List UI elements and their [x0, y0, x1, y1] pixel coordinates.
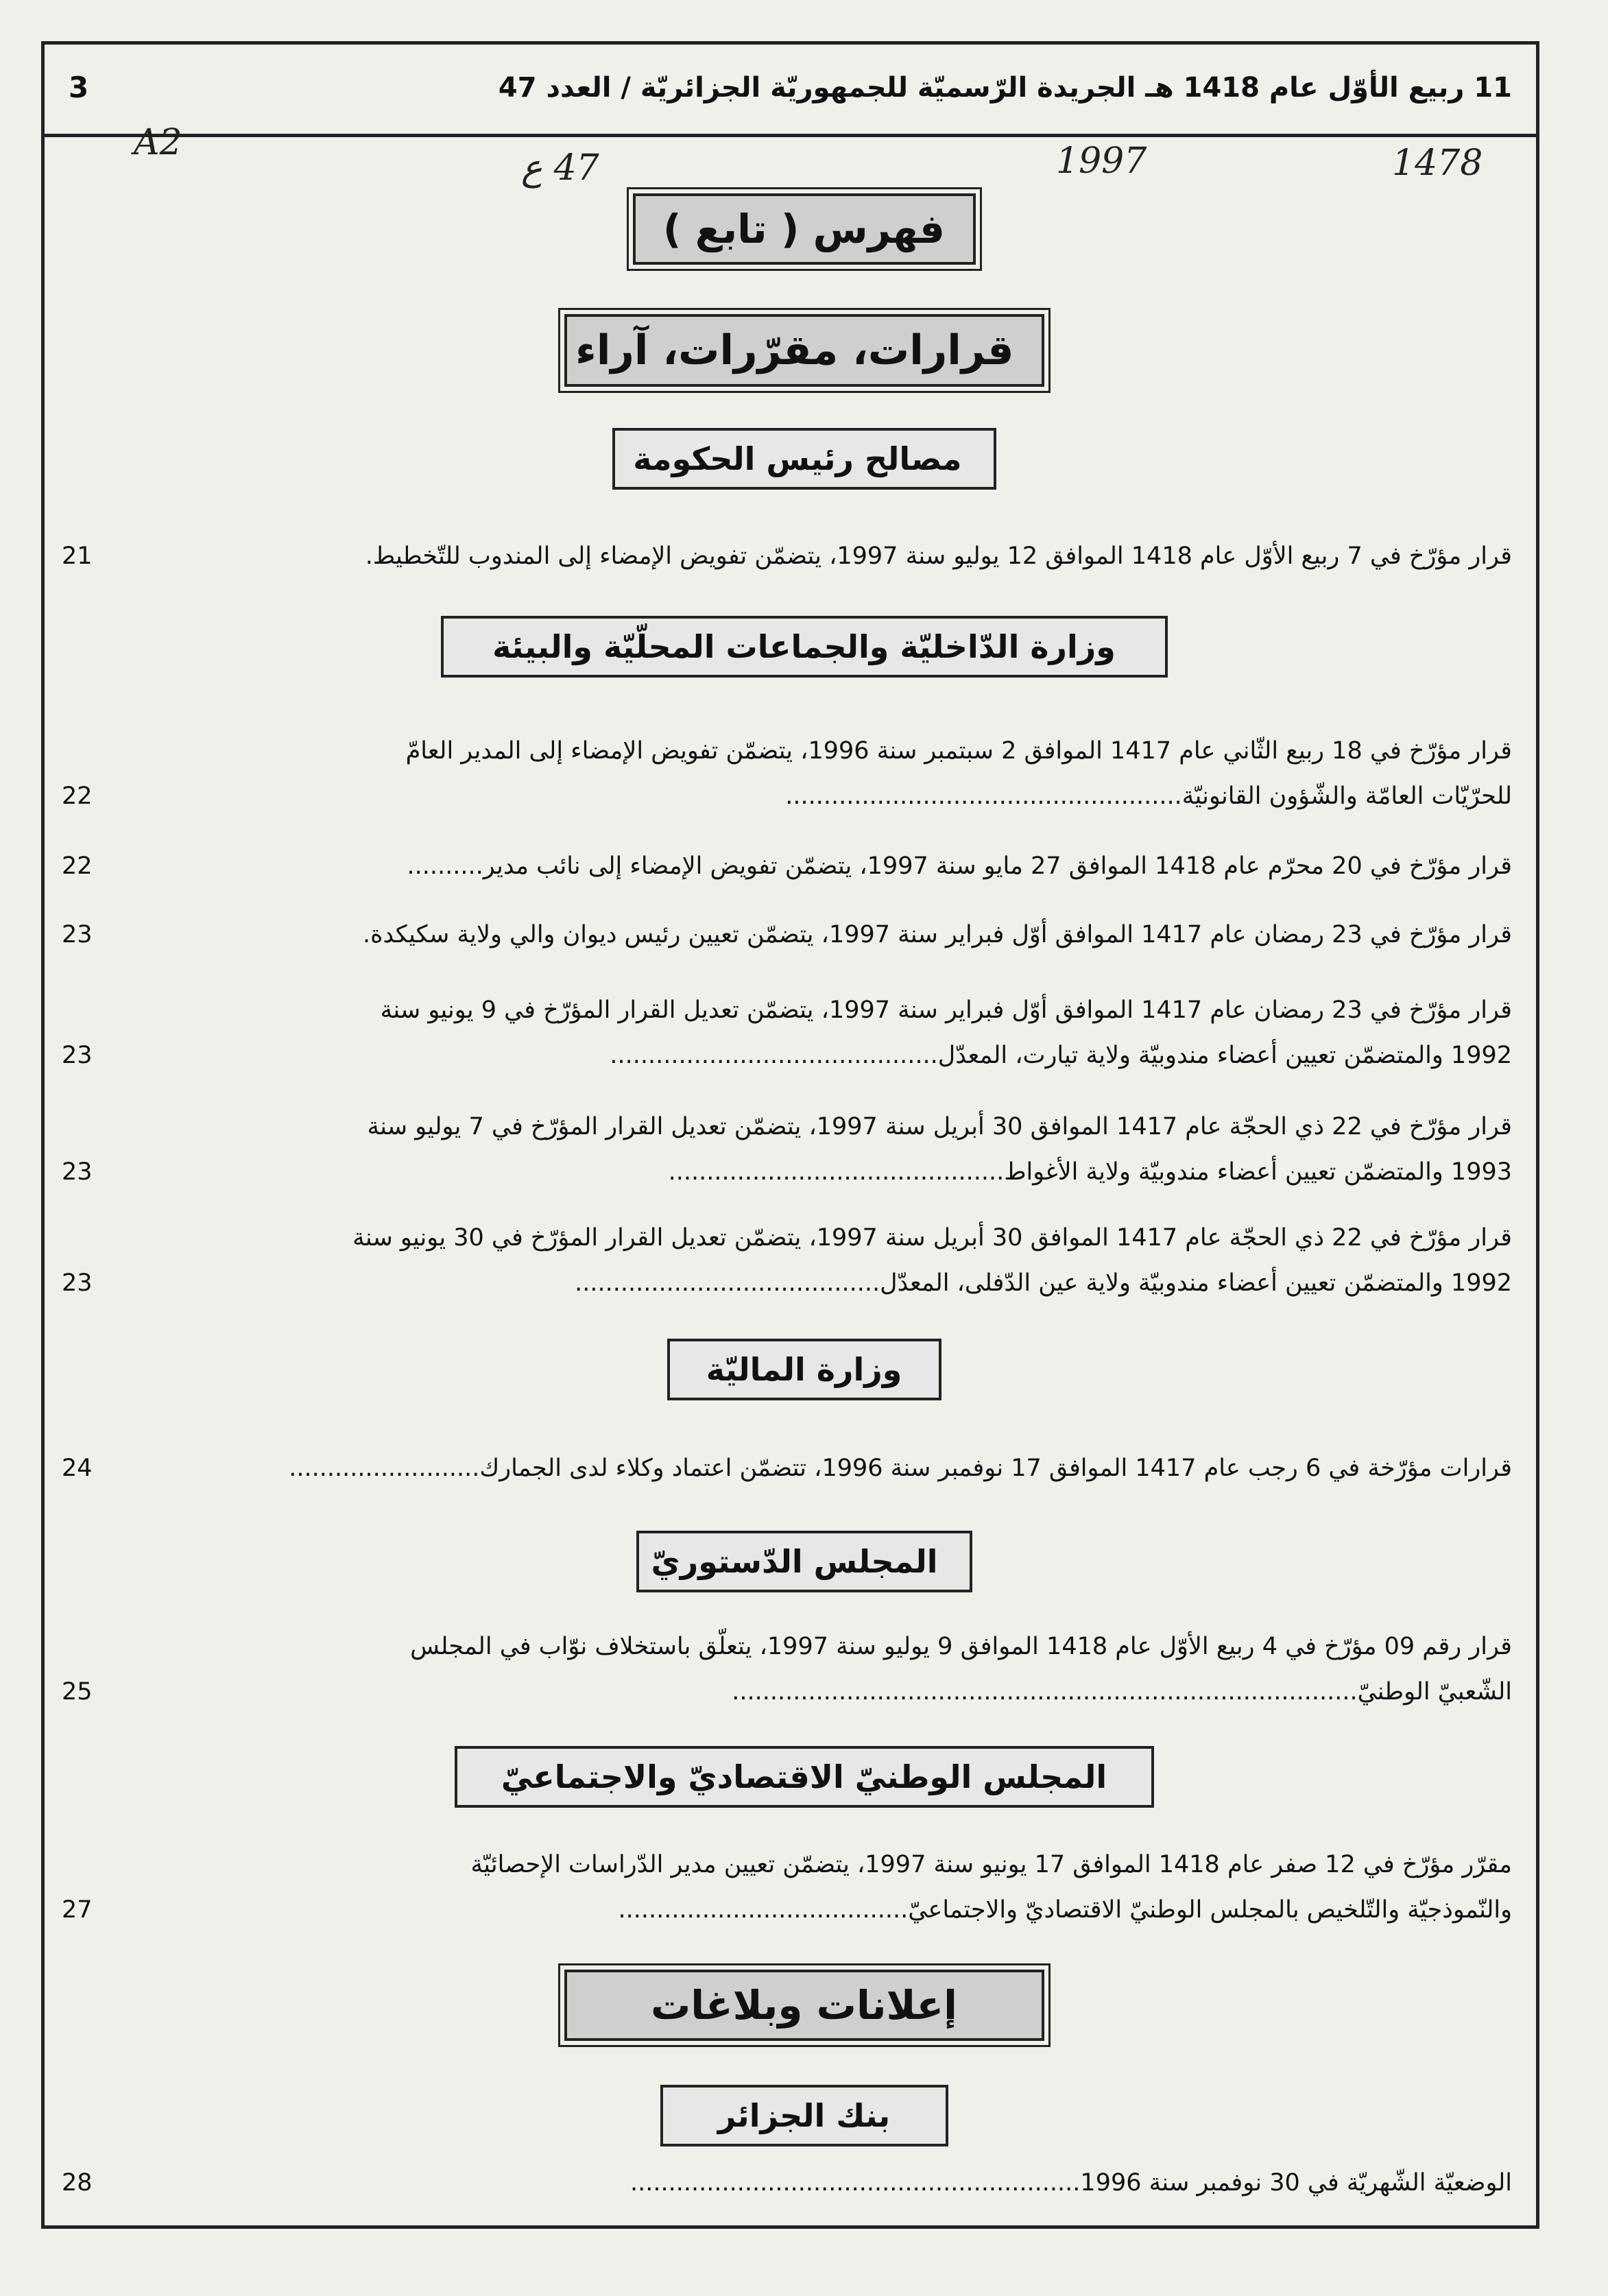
entry-page-number: 25: [62, 1678, 93, 1706]
entry-page-number: 23: [62, 1158, 93, 1186]
page-number: 3: [69, 71, 89, 104]
entry-text: الوضعيّة الشّهريّة في 30 نوفمبر سنة 1996...........................................................: [630, 2169, 1512, 2197]
toc-entry: [62, 2160, 1512, 2205]
toc-entry: [62, 988, 1512, 1078]
entry-text: قرار مؤرّخ في 20 محرّم عام 1418 الموافق 27 مايو سنة 1997، يتضمّن تفويض الإمضاء إلى نائب مدير..........: [407, 852, 1512, 880]
entry-text: 1992 والمتضمّن تعيين أعضاء مندوبيّة ولاية تيارت، المعدّل...........................................: [610, 1042, 1512, 1069]
section-title-interior: وزارة الدّاخليّة والجماعات المحلّيّة والبيئة: [441, 616, 1168, 678]
handwritten-a2: A2: [134, 122, 182, 163]
entry-page-number: 21: [62, 542, 93, 570]
toc-entry: [62, 1215, 1512, 1306]
section-title-bank: بنك الجزائر: [660, 2085, 948, 2146]
toc-entry: [62, 1842, 1512, 1933]
entry-page-number: 23: [62, 921, 93, 948]
entry-text: مقرّر مؤرّخ في 12 صفر عام 1418 الموافق 17 يونيو سنة 1997، يتضمّن تعيين مدير الدّراسات الإحصائيّة: [470, 1851, 1512, 1878]
main-title: فهرس ( تابع ): [633, 193, 976, 265]
section-title-constitutional-council: المجلس الدّستوريّ: [636, 1531, 972, 1592]
announcements-title: إعلانات وبلاغات: [564, 1970, 1044, 2041]
section-title-finance: وزارة الماليّة: [667, 1339, 941, 1400]
entry-page-number: 27: [62, 1896, 93, 1924]
entry-page-number: 23: [62, 1269, 93, 1297]
page-header: [41, 41, 1539, 137]
toc-entry: [62, 1446, 1512, 1491]
entry-text: الشّعبيّ الوطنيّ..................................................................................: [732, 1678, 1512, 1706]
toc-entry: [62, 1104, 1512, 1195]
entry-page-number: 22: [62, 852, 93, 880]
entry-text: قرار مؤرّخ في 22 ذي الحجّة عام 1417 الموافق 30 أبريل سنة 1997، يتضمّن تعديل القرار المؤرّخ في 7 يوليو سنة: [367, 1113, 1512, 1140]
toc-entry: [62, 534, 1512, 579]
entry-text: قرارات مؤرّخة في 6 رجب عام 1417 الموافق 17 نوفمبر سنة 1996، تتضمّن اعتماد وكلاء لدى الجمارك.........................: [289, 1455, 1512, 1482]
handwritten-issue: 47 ع: [521, 147, 599, 189]
handwritten-year: 1997: [1056, 141, 1147, 182]
entry-text: والنّموذجيّة والتّلخيص بالمجلس الوطنيّ الاقتصاديّ والاجتماعيّ......................................: [618, 1896, 1512, 1924]
toc-entry: [62, 912, 1512, 957]
category-title: قرارات، مقرّرات، آراء: [564, 314, 1044, 387]
entry-text: قرار مؤرّخ في 23 رمضان عام 1417 الموافق أوّل فبراير سنة 1997، يتضمّن تعيين رئيس ديوان والي ولاية سكيكدة.: [362, 921, 1512, 948]
entry-text: 1992 والمتضمّن تعيين أعضاء مندوبيّة ولاية عين الدّفلى، المعدّل........................................: [575, 1269, 1512, 1297]
entry-text: قرار مؤرّخ في 18 ربيع الثّاني عام 1417 الموافق 2 سبتمبر سنة 1996، يتضمّن تفويض الإمضاء إلى المدير العامّ: [405, 737, 1512, 765]
section-title-economic-council: المجلس الوطنيّ الاقتصاديّ والاجتماعيّ: [455, 1746, 1154, 1808]
toc-entry: [62, 844, 1512, 889]
toc-entry: [62, 1624, 1512, 1714]
entry-text: قرار مؤرّخ في 23 رمضان عام 1417 الموافق أوّل فبراير سنة 1997، يتضمّن تعديل القرار المؤرّخ في 9 يونيو سنة: [380, 996, 1512, 1024]
entry-page-number: 28: [62, 2169, 93, 2197]
entry-text: 1993 والمتضمّن تعيين أعضاء مندوبيّة ولاية الأغواط............................................: [668, 1158, 1512, 1186]
section-title-government: مصالح رئيس الحكومة: [612, 428, 996, 490]
entry-page-number: 22: [62, 782, 93, 810]
entry-page-number: 23: [62, 1042, 93, 1069]
entry-text: قرار رقم 09 مؤرّخ في 4 ربيع الأوّل عام 1418 الموافق 9 يوليو سنة 1997، يتعلّق باستخلاف نوّاب في المجلس: [410, 1633, 1512, 1660]
entry-text: قرار مؤرّخ في 7 ربيع الأوّل عام 1418 الموافق 12 يوليو سنة 1997، يتضمّن تفويض الإمضاء إلى المندوب للتّخطيط.: [365, 542, 1512, 570]
toc-entry: [62, 728, 1512, 819]
entry-text: للحرّيّات العامّة والشّؤون القانونيّة....................................................: [785, 782, 1512, 810]
handwritten-hijri: 1478: [1392, 143, 1483, 184]
entry-page-number: 24: [62, 1455, 93, 1482]
gazette-header-title: 11 ربيع الأوّل عام 1418 هـ الجريدة الرّسميّة للجمهوريّة الجزائريّة / العدد 47: [498, 71, 1512, 104]
entry-text: قرار مؤرّخ في 22 ذي الحجّة عام 1417 الموافق 30 أبريل سنة 1997، يتضمّن تعديل القرار المؤرّخ في 30 يونيو سنة: [352, 1224, 1512, 1252]
